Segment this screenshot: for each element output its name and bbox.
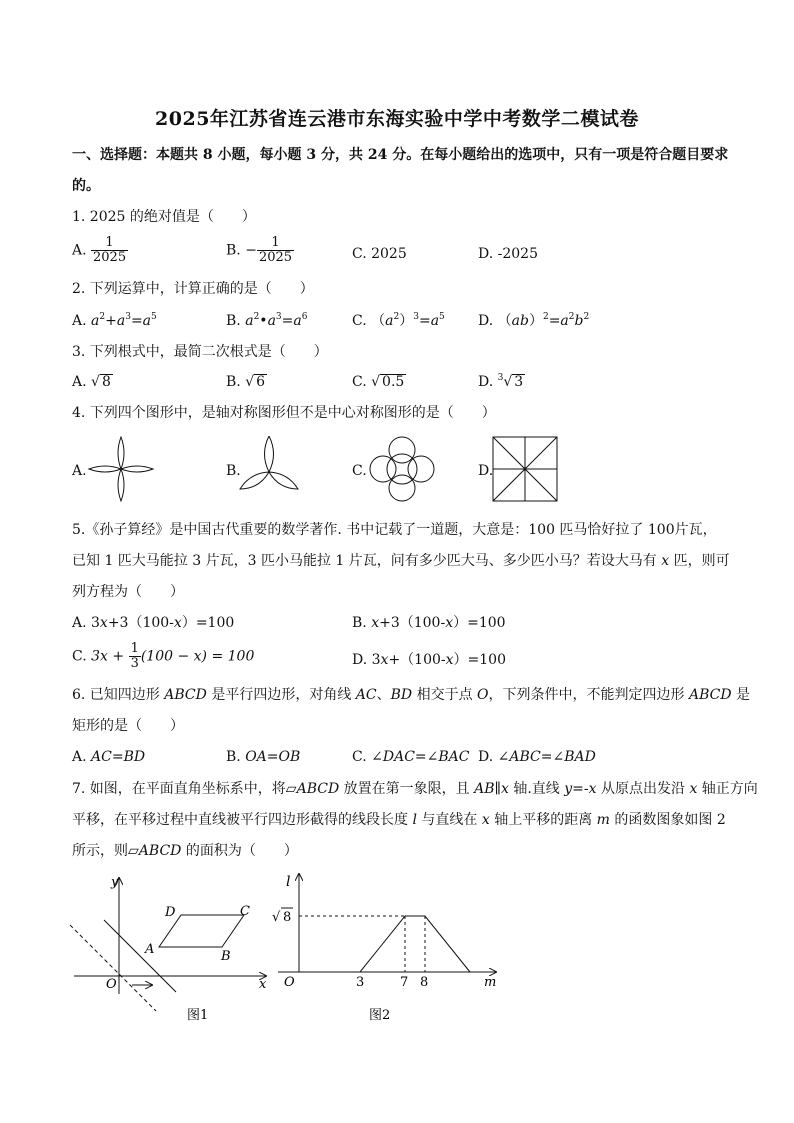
q7-line2 [72, 811, 726, 829]
q1-stem: 1. 2025 的绝对值是（ ） [72, 209, 256, 225]
q2-b-label: B. [226, 313, 246, 329]
q2-option-b [226, 312, 307, 330]
q2-b-eq: = [281, 313, 294, 329]
q5-line1: 5.《孙子算经》是中国古代重要的数学著作. 书中记载了一道题，大意是：100 匹马恰好拉了 100片瓦， [72, 522, 717, 538]
q2-option-c [352, 312, 445, 330]
q7-l2-d: 的函数图象如图 2 [609, 812, 726, 828]
q7-l2-b: 与直线在 [416, 812, 482, 828]
q6-d-expr: ∠ABC=∠BAD [497, 749, 596, 765]
q3-d-index: 3 [497, 373, 504, 383]
q3-a-label: A. [72, 374, 87, 390]
q3-c-label: C. [352, 374, 367, 390]
fig1-x-label: x [259, 977, 267, 992]
q2-a-exp1: 2 [99, 312, 106, 322]
q2-a-exp2: 3 [125, 312, 131, 322]
q6-b-expr: OA=OB [245, 749, 301, 765]
q2-b-exp3: 6 [301, 312, 308, 322]
q6-option-a [72, 748, 145, 766]
q5-c-den: 3 [130, 656, 139, 671]
q6-option-c [352, 748, 469, 766]
q5-a-pre: A. 3 [72, 615, 100, 631]
q5-a-x: x [99, 615, 108, 631]
q2-c-base2: a [430, 313, 440, 329]
q7-l1-abcd: ABCD [296, 781, 340, 797]
q7-figure-1 [64, 868, 274, 1028]
q2-stem: 2. 下列运算中，计算正确的是（ ） [72, 281, 314, 297]
q5-c-num: 1 [130, 641, 139, 656]
q5-d-post: ）=100 [453, 652, 506, 668]
q5-option-d [352, 651, 506, 669]
q3-b-radicand: 6 [256, 374, 266, 390]
q7-l1-x: x [500, 781, 509, 797]
section-heading: 一、选择题：本题共 8 小题，每小题 3 分，共 24 分。在每小题给出的选项中，只有一项是符合题目要求 [72, 147, 729, 163]
q2-a-label: A. [72, 313, 92, 329]
q3-option-a: A. √ 8 [72, 374, 111, 390]
q7-l1-a: 7. 如图，在平面直角坐标系中，将▱ [72, 781, 297, 797]
q6-b-label: B. [226, 749, 246, 765]
q6-l1-o: O [477, 687, 489, 703]
q5-d-mid: +（100- [388, 652, 446, 668]
q2-c-exp3: 5 [439, 312, 445, 322]
fig2-function-graph [360, 916, 470, 972]
q2-c-close: ） [399, 313, 414, 329]
q2-option-a [72, 312, 157, 330]
q4-four-petal-figure [86, 436, 156, 502]
q2-c-eq: = [418, 313, 431, 329]
fig1-point-b: B [221, 949, 231, 964]
q1-b-num: 1 [257, 236, 294, 251]
q6-option-b [226, 748, 300, 766]
q5-option-b [352, 614, 506, 632]
q2-d-exp3: 2 [583, 312, 590, 322]
q1-b-sign: − [245, 242, 257, 259]
q6-l1-ac: AC [355, 687, 377, 703]
q6-option-d [478, 748, 596, 766]
q7-l3-a: 所示，则▱ [72, 843, 139, 859]
q6-l1-a: 6. 已知四边形 [72, 687, 165, 703]
q2-c-exp1: 2 [393, 312, 400, 322]
q5-d-pre: D. 3 [352, 652, 381, 668]
q6-c-label: C. [352, 749, 372, 765]
fig1-origin-label: O [106, 977, 117, 992]
q3-option-b: B. √ 6 [226, 374, 266, 390]
q6-a-label: A. [72, 749, 92, 765]
q2-b-exp2: 3 [275, 312, 282, 322]
q3-b-label: B. [226, 374, 241, 390]
fig2-sqrt-symbol: √ [272, 910, 281, 925]
q7-l2-m: m [596, 812, 610, 828]
q7-line3 [72, 842, 298, 860]
q1-option-a [72, 236, 128, 265]
q2-option-d [478, 312, 589, 330]
q6-l1-d: 相交于点 [412, 687, 478, 703]
q7-l1-y: y [564, 781, 573, 797]
fig2-caption: 图2 [369, 1008, 391, 1023]
q2-c-exp2: 3 [413, 312, 419, 322]
q4-option-a-label: A. [72, 463, 87, 479]
q7-l3-b: 的面积为（ ） [181, 843, 298, 859]
q5-line2-var: x [661, 553, 670, 569]
q2-d-eq: = [548, 313, 561, 329]
q5-line2-pre: 已知 1 匹大马能拉 3 片瓦，3 匹小马能拉 1 片瓦，问有多少匹大马、多少匹小马？若设大马有 [72, 553, 662, 569]
q5-d-x: x [380, 652, 389, 668]
q7-l1-f: 从原点出发沿 [596, 781, 690, 797]
page-title: 2025年江苏省连云港市东海实验中学中考数学二模试卷 [155, 108, 639, 130]
fig2-tick-8: 8 [420, 975, 429, 990]
q2-d-base2: a [560, 313, 569, 329]
q5-b-x: x [371, 615, 380, 631]
q1-a-label: A. [72, 242, 87, 259]
fig2-tick-7: 7 [400, 975, 409, 990]
q7-l2-a: 平移，在平移过程中直线被平行四边形截得的线段长度 [72, 812, 413, 828]
q2-a-plus: + [105, 313, 117, 329]
q7-l3-abcd: ABCD [138, 843, 182, 859]
q2-d-exp2: 2 [568, 312, 575, 322]
q1-a-fraction [91, 236, 128, 265]
q6-d-label: D. [478, 749, 498, 765]
q3-a-radicand: 8 [101, 374, 111, 390]
q1-option-d: D. -2025 [478, 246, 538, 262]
q4-option-c-label: C. [352, 463, 367, 479]
q5-line3: 列方程为（ ） [72, 584, 184, 600]
section-heading-cont: 的。 [72, 178, 100, 194]
q4-option-d-label: D. [478, 463, 494, 479]
q6-l1-b: 是平行四边形，对角线 [206, 687, 356, 703]
q2-b-dot: • [259, 313, 268, 329]
q5-a-post: ）=100 [181, 615, 235, 631]
q7-l2-c: 轴上平移的距离 [489, 812, 597, 828]
q3-stem: 3. 下列根式中，最简二次根式是（ ） [72, 344, 328, 360]
q3-option-d: D. $^3$√ 3 [478, 373, 524, 390]
q5-option-c [72, 642, 254, 671]
fig1-caption: 图1 [187, 1008, 209, 1023]
q6-l1-abcd2: ABCD [688, 687, 732, 703]
q4-option-b-label: B. [226, 463, 241, 479]
q7-l1-x2: x [588, 781, 597, 797]
q4-four-circle-figure [366, 436, 438, 502]
fig1-dashed-line [70, 925, 156, 1011]
fig1-y-label: y [111, 875, 119, 890]
q2-b-exp1: 2 [253, 312, 260, 322]
q2-b-base2: a [267, 313, 276, 329]
q7-figure-2 [268, 868, 500, 1028]
q5-a-x2: x [173, 615, 182, 631]
fig1-point-a: A [145, 942, 155, 957]
q1-option-c: C. 2025 [352, 246, 407, 262]
q1-a-den: 2025 [93, 250, 127, 265]
q1-b-fraction [257, 236, 294, 265]
q4-pinwheel-figure [492, 436, 558, 502]
fig2-m-label: m [484, 975, 497, 990]
q7-l1-e: =- [572, 781, 589, 797]
q5-a-mid: +3（100- [107, 615, 174, 631]
q7-l2-l: l [412, 812, 417, 828]
q7-line1 [72, 780, 758, 798]
q2-c-base1: a [385, 313, 394, 329]
q2-d-label: D. （ [478, 313, 512, 329]
q5-option-a [72, 614, 234, 632]
q3-c-radicand: 0.5 [382, 374, 405, 390]
q5-b-x2: x [445, 615, 454, 631]
q5-c-pre: 3x + [91, 648, 129, 665]
q5-c-post: (100 − x) = 100 [140, 648, 255, 665]
q2-a-eq: = [130, 313, 143, 329]
fig1-point-d: D [165, 905, 176, 920]
q7-l2-x: x [481, 812, 490, 828]
q4-three-petal-figure [236, 436, 302, 496]
q5-b-pre: B. [352, 615, 372, 631]
fig2-sqrt-radicand: 8 [283, 910, 292, 925]
q6-l1-c: 、 [376, 687, 391, 703]
q6-c-expr: ∠DAC=∠BAC [371, 749, 470, 765]
fig2-origin-label: O [284, 975, 295, 990]
q1-a-num: 1 [91, 236, 128, 251]
q1-b-label: B. [226, 242, 241, 259]
q1-option-b [226, 236, 294, 265]
q2-d-exp1: 2 [542, 312, 549, 322]
q5-b-mid: +3（100- [379, 615, 446, 631]
q4-stem: 4. 下列四个图形中，是轴对称图形但不是中心对称图形的是（ ） [72, 405, 496, 421]
q2-d-base1: ab [511, 313, 529, 329]
q3-d-label: D. [478, 374, 494, 390]
q3-d-radicand: 3 [514, 374, 524, 390]
q2-a-base2: a [116, 313, 126, 329]
q7-l1-d: 轴.直线 [508, 781, 565, 797]
q3-option-c: C. √ 0.5 [352, 374, 405, 390]
q6-line2: 矩形的是（ ） [72, 718, 184, 734]
q2-a-base3: a [142, 313, 152, 329]
q2-c-label: C. （ [352, 313, 386, 329]
q5-b-post: ）=100 [453, 615, 506, 631]
q2-b-base1: a [245, 313, 254, 329]
q6-l1-abcd: ABCD [164, 687, 207, 703]
fig2-tick-3: 3 [356, 975, 365, 990]
q6-line1 [72, 686, 750, 704]
q2-a-exp3: 5 [151, 312, 157, 322]
q6-a-expr: AC=BD [91, 749, 146, 765]
q5-line2 [72, 552, 730, 570]
q5-d-x2: x [445, 652, 454, 668]
q5-line2-post: 匹，则可 [669, 553, 730, 569]
q2-b-base3: a [293, 313, 302, 329]
q7-l1-g: 轴正方向 [697, 781, 758, 797]
q6-l1-bd: BD [390, 687, 413, 703]
q5-c-label: C. [72, 648, 92, 665]
q2-d-base3: b [574, 313, 584, 329]
q7-l1-c: ∥ [494, 781, 501, 797]
q2-d-close: ） [528, 313, 543, 329]
q2-a-base1: a [91, 313, 100, 329]
fig1-point-c: C [240, 904, 250, 919]
q6-l1-e: ，下列条件中，不能判定四边形 [488, 687, 689, 703]
fig2-l-label: l [286, 874, 291, 890]
q6-l1-f: 是 [731, 687, 751, 703]
q7-l1-ab: AB [474, 781, 495, 797]
q5-c-fraction [129, 642, 141, 671]
q7-l1-b: 放置在第一象限，且 [339, 781, 475, 797]
q7-l1-x3: x [689, 781, 698, 797]
q1-b-den: 2025 [258, 250, 293, 265]
